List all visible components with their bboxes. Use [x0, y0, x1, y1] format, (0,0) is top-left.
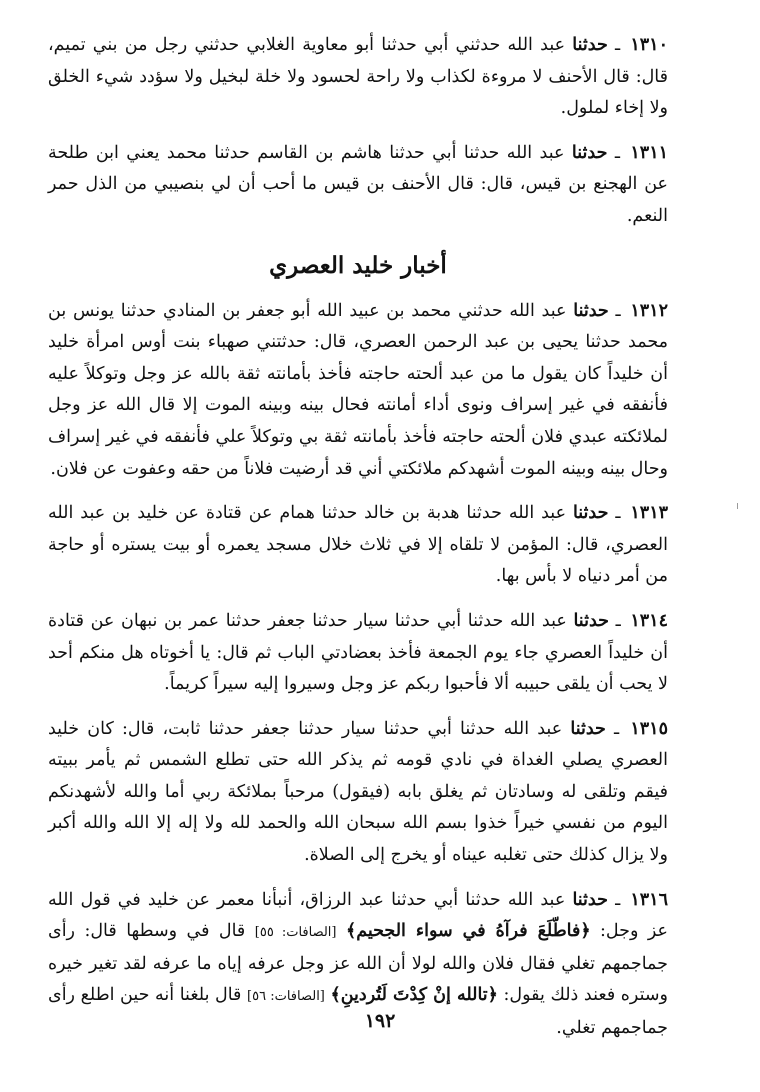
hadith-number: ١٣١٠: [630, 35, 668, 55]
hadith-number: ١٣١٣: [630, 503, 668, 524]
hadith-1314: ١٣١٤ ـ حدثنا عبد الله حدثنا أبي حدثنا سيار حدثنا جعفر حدثنا عمر بن نبهان عن قتادة أن خليداً العصري جاء يوم الجمعة فأخذ بعضادتي الباب ثم قال: يا أخوتاه هل منكم أحد لا يحب أن يلقى حبيبه ألا فأحبوا ربكم عز وجل وسيروا إليه سيراً كريماً.: [48, 610, 668, 695]
hadith-number: ١٣١٦: [630, 889, 668, 910]
hadith-lead: حدثنا: [572, 35, 608, 55]
hadith-lead: حدثنا: [572, 889, 608, 910]
hadith-1315: ١٣١٥ ـ حدثنا عبد الله حدثنا أبي حدثنا سيار حدثنا جعفر حدثنا ثابت، قال: كان خليد العصري يصلي الغداة في نادي قومه ثم يذكر الله حتى تطلع الشمس ثم يأمر ببيته فيقم وتلقى له وسادتان ثم يغلق بابه (فيقول) مرحباً بملائكة ربي أما والله لأشهدنكم اليوم من نفسي خيراً خذوا بسم الله سبحان الله والحمد لله ولا إله إلا الله والله أكبر ولا يزال كذلك حتى تغلبه عيناه أو يخرج إلى الصلاة.: [48, 718, 668, 866]
hadith-lead: حدثنا: [573, 300, 609, 321]
hadith-1310: ١٣١٠ ـ حدثنا عبد الله حدثني أبي حدثنا أبو معاوية الغلابي حدثني رجل من بني تميم، قال: قال الأحنف لا مروءة لكذاب ولا راحة لحسود ولا خلة لبخيل ولا سؤدد شيء الخلق ولا إخاء لملول.: [48, 35, 668, 119]
hadith-text: عبد الله حدثني أبي حدثنا أبو معاوية الغلابي حدثني رجل من بني تميم، قال: قال الأحنف لا مروءة لكذاب ولا راحة لحسود ولا خلة لبخيل ولا سؤدد شيء الخلق ولا إخاء لملول.: [48, 35, 668, 119]
hadith-number: ١٣١٥: [630, 718, 668, 739]
page-number: ١٩٢: [364, 1010, 396, 1032]
hadith-number: ١٣١٤: [630, 610, 668, 631]
hadith-1313: ١٣١٣ ـ حدثنا عبد الله حدثنا هدبة بن خالد حدثنا همام عن قتادة عن خليد بن عبد الله العصري، قال: المؤمن لا تلقاه إلا في ثلاث خلال مسجد يعمره أو بيت يستره أو حاجة من أمر دنياه لا بأس بها.: [48, 503, 668, 587]
hadith-lead: حدثنا: [570, 718, 606, 739]
hadith-text: عبد الله حدثنا هدبة بن خالد حدثنا همام عن قتادة عن خليد بن عبد الله العصري، قال: المؤمن لا تلقاه إلا في ثلاث خلال مسجد يعمره أو بيت يستره أو حاجة من أمر دنياه لا بأس بها.: [48, 503, 668, 587]
hadith-text: قال في وسطها قال: رأى جماجمهم تغلي فقال فلان والله لولا أن الله عز وجل عرفه إياه ما عرفه لقد تغير خيره وستره فعند ذلك يقول:: [48, 921, 668, 1006]
hadith-number: ١٣١١: [630, 142, 668, 163]
quran-quote: ﴿تالله إنْ كِدْتَ لَتُردينِ﴾: [330, 985, 498, 1006]
hadith-text: عبد الله حدثنا أبي حدثنا هاشم بن القاسم حدثنا محمد يعني ابن طلحة عن الهجنع بن قيس، قال: قال الأحنف بن قيس ما أحب أن لي بنصيبي من الذل حمر النعم.: [48, 142, 668, 226]
hadith-text: عبد الله حدثني محمد بن عبيد الله أبو جعفر بن المنادي حدثنا يونس بن محمد حدثنا يحيى بن عبد الرحمن العصري، قال: حدثتني صهباء بنت أوس امرأة خليد أن خليداً كان يقول ما من عبد ألحته حاجته فأخذ بأمانته ثقة بالله عز وجل وتوكلاً عليه فأنفقه في غير إسراف ونوى أداء أمانته فحال بينه وبينه الموت إلا قال الله عز وجل لملائكته عبدي فلان ألحته حاجته فأخذ بأمانته ثقة بي وتوكلاً علي فأنفقه في غير إسراف وحال بينه وبينه الموت أشهدكم ملائكتي أني قد أرضيت فلاناً من حقه وعفوت عن فلان.: [48, 300, 668, 479]
hadith-text: عبد الله حدثنا أبي حدثنا سيار حدثنا جعفر حدثنا ثابت، قال: كان خليد العصري يصلي الغداة في نادي قومه ثم يذكر الله حتى تطلع الشمس ثم يأمر ببيته فيقم وتلقى له وسادتان ثم يغلق بابه (فيقول) مرحباً بملائكة ربي أما والله لأشهدنكم اليوم من نفسي خيراً خذوا بسم الله سبحان الله والحمد لله ولا إله إلا الله والله أكبر ولا يزال كذلك حتى تغلبه عيناه أو يخرج إلى الصلاة.: [48, 718, 668, 866]
hadith-lead: حدثنا: [572, 503, 609, 524]
hadith-number: ١٣١٢: [630, 300, 668, 321]
hadith-text: عبد الله حدثنا أبي حدثنا عبد الرزاق، أنبأنا معمر عن خليد في قول الله عز وجل:: [48, 889, 668, 942]
margin-mark: [737, 503, 738, 509]
hadith-lead: حدثنا: [571, 142, 608, 163]
hadith-1312: ١٣١٢ ـ حدثنا عبد الله حدثني محمد بن عبيد الله أبو جعفر بن المنادي حدثنا يونس بن محمد حدثنا يحيى بن عبد الرحمن العصري، قال: حدثتني صهباء بنت أوس امرأة خليد أن خليداً كان يقول ما من عبد ألحته حاجته فأخذ بأمانته ثقة بالله عز وجل وتوكلاً عليه فأنفقه في غير إسراف ونوى أداء أمانته فحال بينه وبينه الموت إلا قال الله عز وجل لملائكته عبدي فلان ألحته حاجته فأخذ بأمانته ثقة بي وتوكلاً علي فأنفقه في غير إسراف وحال بينه وبينه الموت أشهدكم ملائكتي أني قد أرضيت فلاناً من حقه وعفوت عن فلان.: [48, 300, 668, 479]
section-title: أخبار خليد العصري: [269, 251, 447, 279]
hadith-lead: حدثنا: [573, 610, 609, 631]
quran-reference: [الصافات: ٥٦]: [247, 989, 325, 1005]
quran-reference: [الصافات: ٥٥]: [254, 925, 337, 941]
hadith-text: قال بلغنا أنه حين اطلع رأى جماجمهم تغلي.: [48, 985, 668, 1039]
quran-quote: ﴿فاطّلَعَ فرآهُ في سواء الجحيم﴾: [345, 921, 591, 942]
hadith-1311: ١٣١١ ـ حدثنا عبد الله حدثنا أبي حدثنا هاشم بن القاسم حدثنا محمد يعني ابن طلحة عن الهجنع بن قيس، قال: قال الأحنف بن قيس ما أحب أن لي بنصيبي من الذل حمر النعم.: [48, 142, 668, 226]
hadith-text: عبد الله حدثنا أبي حدثنا سيار حدثنا جعفر حدثنا عمر بن نبهان عن قتادة أن خليداً العصري جاء يوم الجمعة فأخذ بعضادتي الباب ثم قال: يا أخوتاه هل منكم أحد لا يحب أن يلقى حبيبه ألا فأحبوا ربكم عز وجل وسيروا إليه سيراً كريماً.: [48, 610, 668, 695]
hadith-1316: ١٣١٦ ـ حدثنا عبد الله حدثنا أبي حدثنا عبد الرزاق، أنبأنا معمر عن خليد في قول الله عز وجل: ﴿فاطّلَعَ فرآهُ في سواء الجحيم﴾ [الصافات: ٥٥] قال في وسطها قال: رأى جماجمهم تغلي فقال فلان والله لولا أن الله عز وجل عرفه إياه ما عرفه لقد تغير خيره وستره فعند ذلك يقول: ﴿تالله إنْ كِدْتَ لَتُردينِ﴾ [الصافات: ٥٦] قال بلغنا أنه حين اطلع رأى جماجمهم تغلي.: [48, 889, 668, 1039]
